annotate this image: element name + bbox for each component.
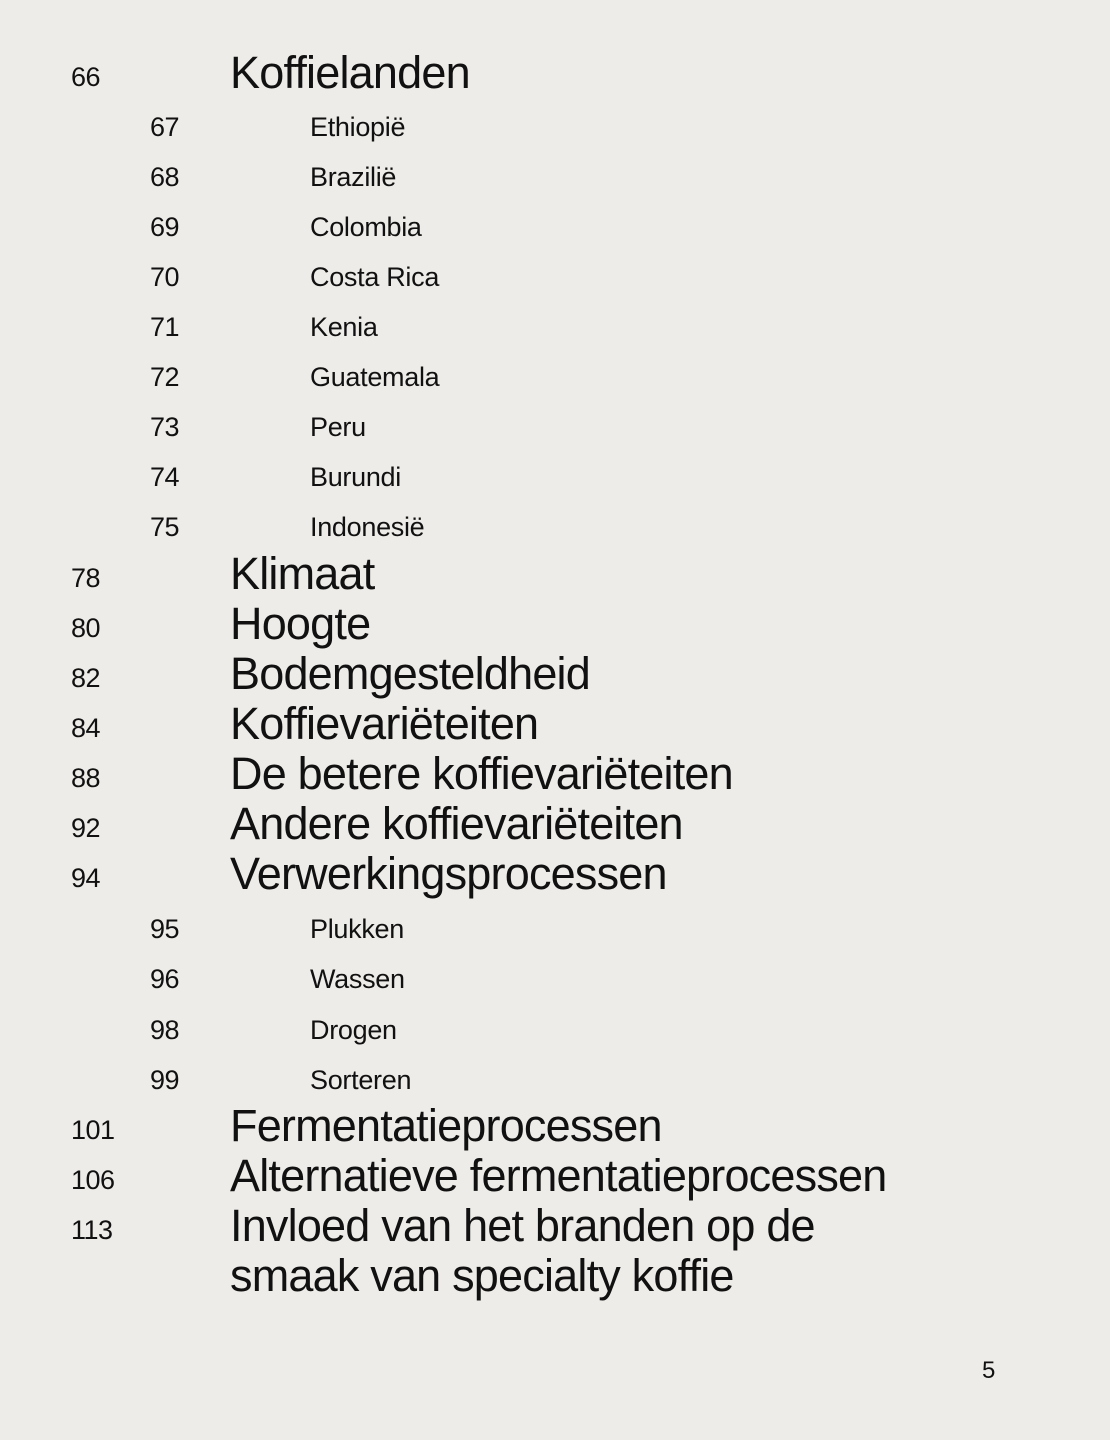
page-number: 68 (150, 162, 180, 192)
entry-title: Wassen (310, 964, 405, 994)
page-number: 70 (150, 262, 180, 292)
page-number: 74 (150, 462, 180, 492)
page-number: 67 (150, 112, 180, 142)
page-number-footer: 5 (982, 1357, 996, 1384)
page-number: 82 (71, 663, 101, 693)
page-number: 88 (71, 763, 101, 793)
page-number: 78 (71, 563, 101, 593)
page-number: 71 (150, 312, 180, 342)
entry-title: Invloed van het branden op de (230, 1200, 815, 1251)
page-number: 72 (150, 362, 180, 392)
entry-title: Bodemgesteldheid (230, 648, 590, 699)
entry-title: Verwerkingsprocessen (230, 848, 667, 899)
entry-title: De betere koffievariëteiten (230, 748, 733, 799)
page-number: 113 (71, 1215, 113, 1245)
entry-title: Koffievariëteiten (230, 698, 539, 749)
page-number: 94 (71, 863, 101, 893)
entry-title: Ethiopië (310, 112, 406, 142)
entry-title: Andere koffievariëteiten (230, 798, 683, 849)
entry-title: Colombia (310, 212, 422, 242)
page-number: 69 (150, 212, 180, 242)
page-number: 101 (71, 1115, 115, 1145)
entry-title: Indonesië (310, 512, 425, 542)
page-number: 66 (71, 62, 101, 92)
entry-title: Sorteren (310, 1065, 412, 1095)
page-number: 73 (150, 412, 180, 442)
page-number: 75 (150, 512, 180, 542)
entry-title: Costa Rica (310, 262, 440, 292)
entry-title: Burundi (310, 462, 401, 492)
entry-title-line2: smaak van specialty koffie (230, 1250, 734, 1301)
entry-title: Drogen (310, 1015, 397, 1045)
entry-title: Brazilië (310, 162, 397, 192)
page-number: 96 (150, 964, 180, 994)
page-number: 106 (71, 1165, 115, 1195)
entry-title: Guatemala (310, 362, 440, 392)
entry-title: Klimaat (230, 548, 375, 599)
entry-title: Peru (310, 412, 366, 442)
entry-title: Koffielanden (230, 47, 470, 98)
entry-title: Fermentatieprocessen (230, 1100, 662, 1151)
entry-title: Hoogte (230, 598, 371, 649)
page-number: 80 (71, 613, 101, 643)
entry-title: Kenia (310, 312, 378, 342)
page-number: 84 (71, 713, 101, 743)
page-number: 95 (150, 914, 180, 944)
page-number: 99 (150, 1065, 180, 1095)
page-number: 92 (71, 813, 101, 843)
entry-title: Plukken (310, 914, 404, 944)
entry-title: Alternatieve fermentatieprocessen (230, 1150, 887, 1201)
page-number: 98 (150, 1015, 180, 1045)
